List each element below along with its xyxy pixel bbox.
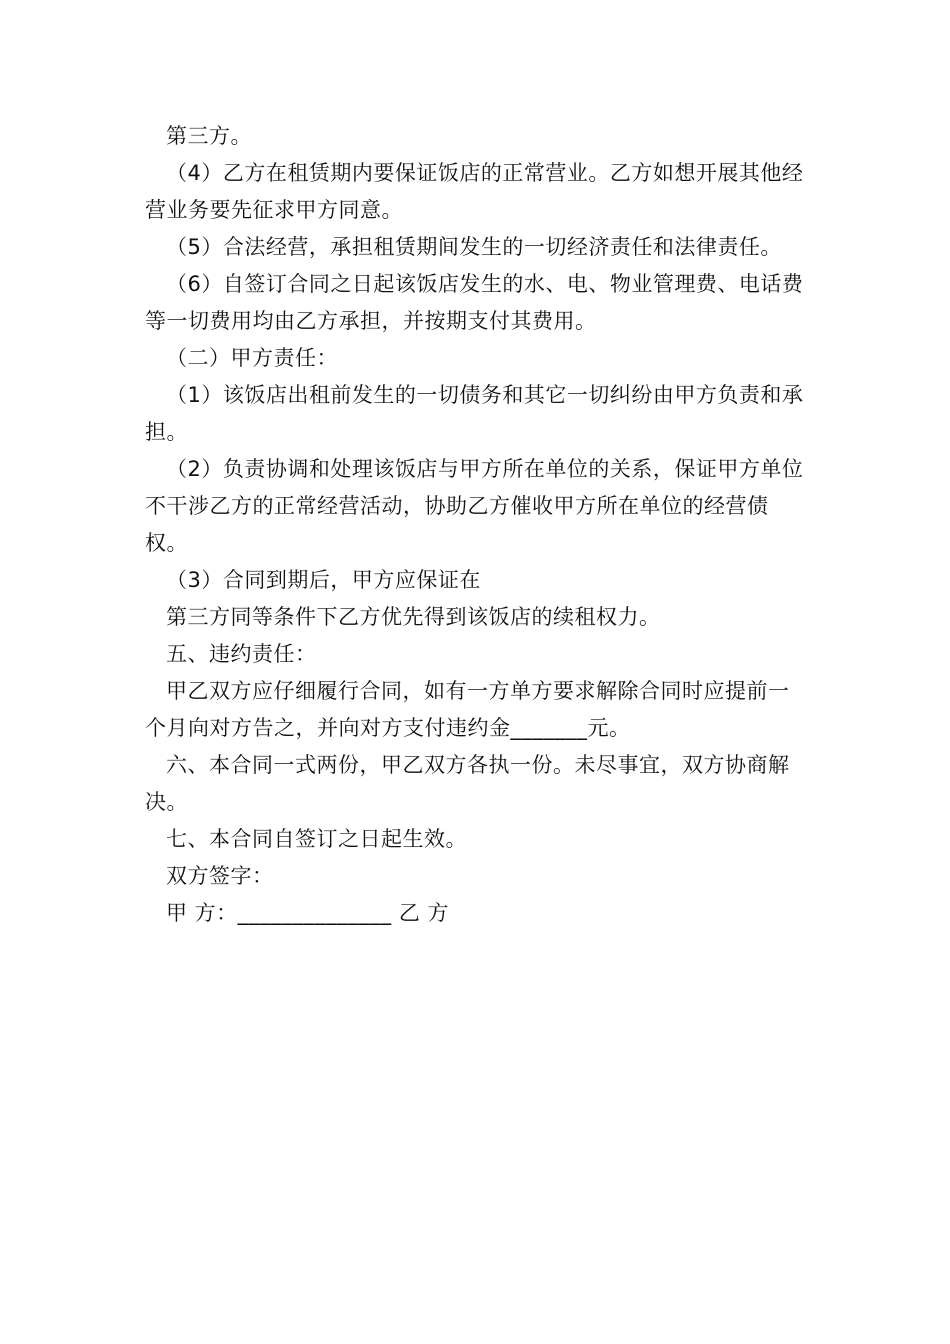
section-heading-party-a-duties: （二）甲方责任： xyxy=(166,346,338,370)
paragraph-clause-6: （6）自签订合同之日起该饭店发生的水、电、物业管理费、电话费等一切费用均由乙方承担，并按期支付其费用。 xyxy=(145,272,804,333)
signature-line: 甲 方：______________ 乙 方 xyxy=(166,901,450,925)
paragraph-clause-5: （5）合法经营，承担租赁期间发生的一切经济责任和法律责任。 xyxy=(166,235,782,259)
paragraph-copies: 六、本合同一式两份，甲乙双方各执一份。未尽事宜，双方协商解决。 xyxy=(145,753,790,814)
paragraph-renewal-priority: 第三方同等条件下乙方优先得到该饭店的续租权力。 xyxy=(166,605,661,629)
paragraph-party-a-clause-1: （1）该饭店出租前发生的一切债务和其它一切纠纷由甲方负责和承担。 xyxy=(145,383,804,444)
signature-heading: 双方签字： xyxy=(166,864,274,888)
paragraph-effective: 七、本合同自签订之日起生效。 xyxy=(166,827,467,851)
paragraph-party-a-clause-3: （3）合同到期后，甲方应保证在 xyxy=(166,568,481,592)
paragraph-clause-4: （4）乙方在租赁期内要保证饭店的正常营业。乙方如想开展其他经营业务要先征求甲方同意。 xyxy=(145,161,804,222)
section-heading-breach: 五、违约责任： xyxy=(166,642,317,666)
document-body xyxy=(145,118,810,932)
paragraph-breach-terms: 甲乙双方应仔细履行合同，如有一方单方要求解除合同时应提前一个月向对方告之，并向对方支付违约金_______元。 xyxy=(145,679,790,740)
paragraph-party-a-clause-2: （2）负责协调和处理该饭店与甲方所在单位的关系，保证甲方单位不干涉乙方的正常经营活动，协助乙方催收甲方所在单位的经营债权。 xyxy=(145,457,804,555)
paragraph-third-party: 第三方。 xyxy=(166,124,252,148)
